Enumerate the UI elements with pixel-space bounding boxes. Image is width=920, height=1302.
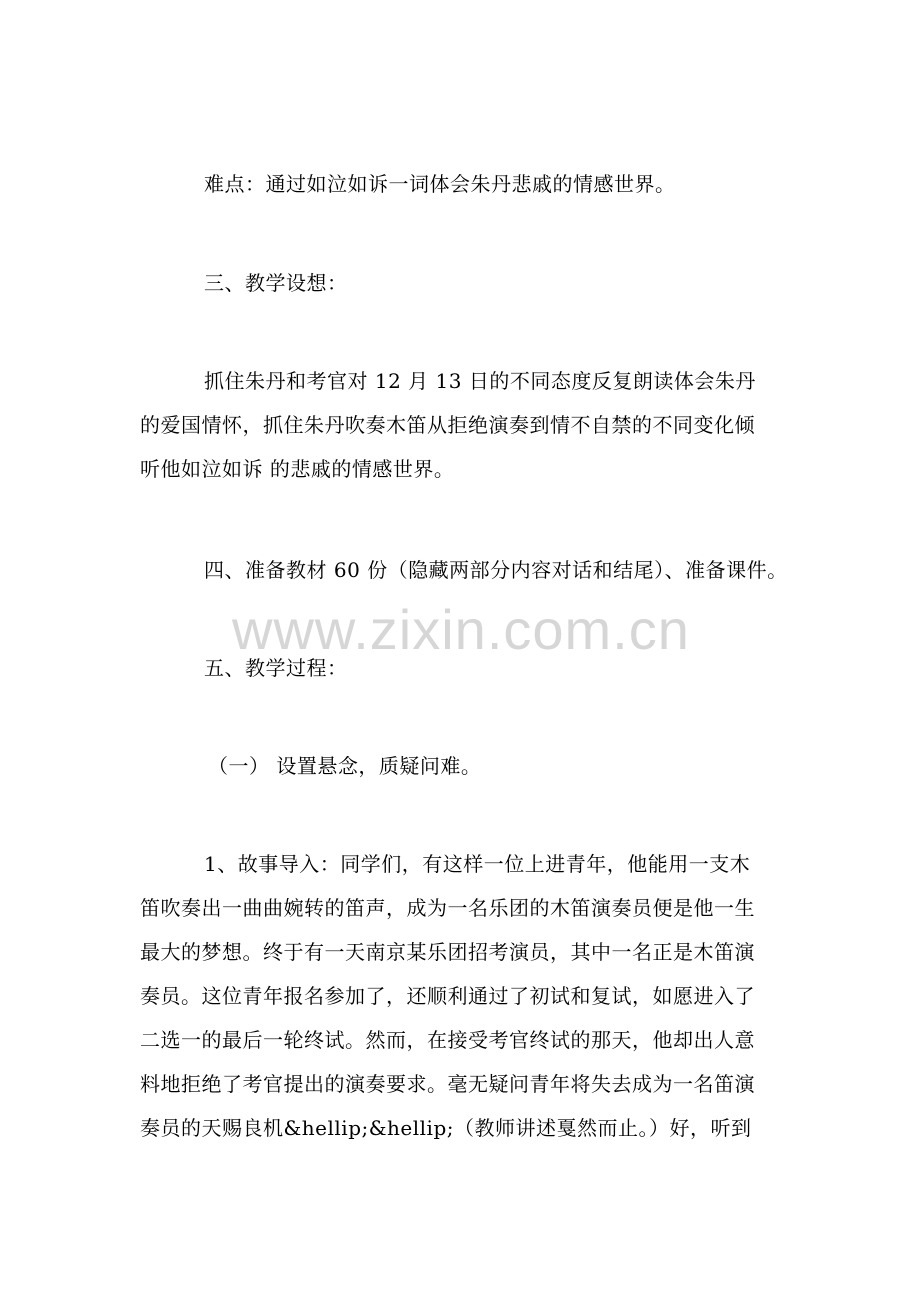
story-line-1: 1、故事导入：同学们，有这样一位上进青年，他能用一支木 xyxy=(204,852,751,876)
story-line-2: 笛吹奏出一曲曲婉转的笛声，成为一名乐团的木笛演奏员便是他一生 xyxy=(140,896,755,920)
story-line-7: 奏员的天赐良机&hellip;&hellip;（教师讲述戛然而止。）好，听到 xyxy=(140,1116,752,1140)
story-line-4: 奏员。这位青年报名参加了，还顺利通过了初试和复试，如愿进入了 xyxy=(140,984,755,1008)
subsection-1-heading: （一） 设置悬念，质疑问难。 xyxy=(208,754,482,778)
section-5-heading: 五、教学过程： xyxy=(204,656,348,680)
section-3-body-line-1: 抓住朱丹和考官对 12 月 13 日的不同态度反复朗读体会朱丹 xyxy=(204,369,756,393)
section-3-heading: 三、教学设想： xyxy=(204,271,348,295)
section-3-body-line-3: 听他如泣如诉 的悲戚的情感世界。 xyxy=(140,457,455,481)
section-4: 四、准备教材 60 份（隐藏两部分内容对话和结尾）、准备课件。 xyxy=(204,558,788,582)
story-line-6: 料地拒绝了考官提出的演奏要求。毫无疑问青年将失去成为一名笛演 xyxy=(140,1072,755,1096)
difficulty-point: 难点：通过如泣如诉一词体会朱丹悲戚的情感世界。 xyxy=(204,172,676,196)
story-line-3: 最大的梦想。终于有一天南京某乐团招考演员，其中一名正是木笛演 xyxy=(140,940,755,964)
section-3-body-line-2: 的爱国情怀，抓住朱丹吹奏木笛从拒绝演奏到情不自禁的不同变化倾 xyxy=(140,413,755,437)
watermark: www.zixin.com.cn xyxy=(232,598,690,661)
story-line-5: 二选一的最后一轮终试。然而，在接受考官终试的那天，他却出人意 xyxy=(140,1028,755,1052)
